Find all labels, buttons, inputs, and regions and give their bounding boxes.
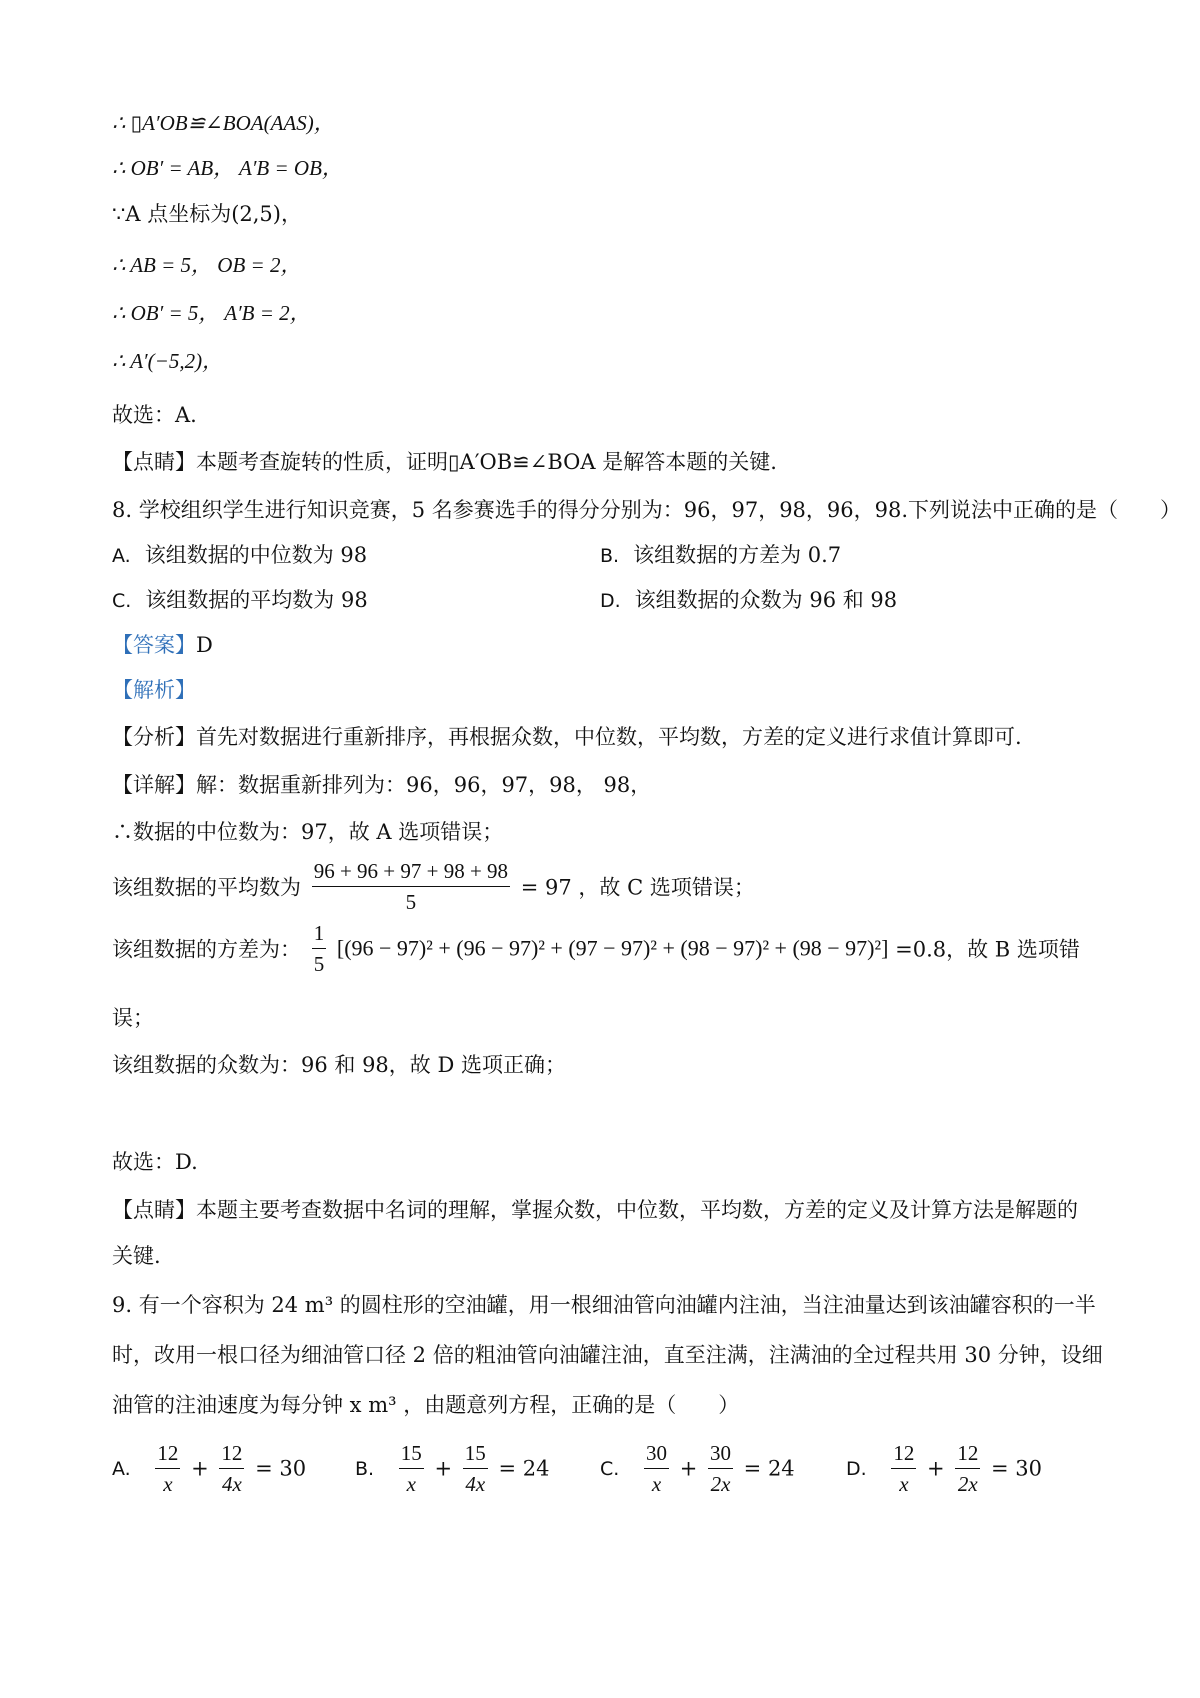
mean-prefix: 该组数据的平均数为 [112, 875, 301, 900]
q8-option-d [600, 585, 897, 616]
q9-line-2: 时，改用一根口径为细油管口径 2 倍的粗油管向油罐注油，直至注满，注满油的全过程共用 30 分钟，设细 [112, 1343, 1103, 1367]
rhs: = 30 [991, 1456, 1043, 1481]
fraction-2 [955, 1440, 980, 1497]
denominator: x [406, 1472, 416, 1496]
denominator: 2x [957, 1472, 978, 1496]
rhs: = 24 [498, 1456, 550, 1481]
plus-sign: + [191, 1456, 209, 1481]
variance-result: =0.8，故 B 选项错 [895, 937, 1080, 962]
plus-sign: + [927, 1456, 945, 1481]
q7-remark: 【点睛】本题考查旋转的性质，证明▯A′OB≌∠BOA 是解答本题的关键. [112, 450, 777, 474]
rhs: = 24 [743, 1456, 795, 1481]
q8-variance-cont: 误； [112, 1006, 154, 1030]
denominator: 4x [221, 1472, 242, 1496]
q9-option-d [846, 1440, 1042, 1497]
q8-option-a [112, 540, 367, 571]
mean-fraction [312, 858, 510, 915]
q8-option-c [112, 585, 368, 616]
denominator: x [899, 1472, 909, 1496]
proof-line-5: ∴ OB′ = 5， A′B = 2， [112, 301, 311, 325]
q9-line-1: 9. 有一个容积为 24 m³ 的圆柱形的空油罐，用一根细油管向油罐内注油，当注油量达到该油罐容积的一半 [112, 1293, 1096, 1317]
mean-numerator: 96 + 96 + 97 + 98 + 98 [312, 858, 510, 887]
q8-analysis: 【分析】首先对数据进行重新排序，再根据众数，中位数，平均数，方差的定义进行求值计算即可. [112, 725, 1022, 749]
variance-prefix: 该组数据的方差为： [112, 937, 301, 962]
numerator: 12 [891, 1440, 916, 1469]
proof-line-3: ∵A 点坐标为(2,5)， [112, 202, 302, 226]
numerator: 30 [708, 1440, 733, 1469]
option-label: A. [112, 545, 131, 567]
option-label: C. [600, 1457, 620, 1480]
denominator: x [651, 1472, 662, 1496]
variance-fraction [312, 920, 327, 977]
option-text: 该组数据的方差为 0.7 [633, 543, 842, 567]
q8-option-b [600, 540, 841, 571]
option-label: C. [112, 590, 132, 612]
q8-analysis-tag: 【解析】 [112, 678, 196, 702]
proof-line-1: ∴ ▯A′OB≌∠BOA(AAS)， [112, 111, 335, 135]
option-label: B. [355, 1457, 375, 1480]
option-text: 该组数据的众数为 96 和 98 [634, 588, 898, 612]
q8-detail: 【详解】解：数据重新排列为：96，96，97，98， 98， [112, 773, 652, 797]
q7-choice: 故选：A. [112, 403, 197, 427]
q8-mean-line [112, 858, 755, 915]
denominator: 4x [465, 1472, 486, 1496]
proof-line-2: ∴ OB′ = AB， A′B = OB， [112, 156, 343, 180]
proof-line-6: ∴ A′(−5,2)， [112, 349, 224, 373]
q8-remark-1: 【点睛】本题主要考查数据中名词的理解，掌握众数，中位数，平均数，方差的定义及计算方法是解题的 [112, 1198, 1078, 1222]
q9-option-c [600, 1440, 795, 1497]
q9-line-3: 油管的注油速度为每分钟 x m³ ，由题意列方程，正确的是（ ） [112, 1393, 740, 1417]
numerator: 12 [155, 1440, 180, 1469]
variance-denominator: 5 [313, 952, 325, 976]
q8-remark-2: 关键. [112, 1244, 161, 1268]
q8-choice: 故选：D. [112, 1150, 198, 1174]
option-label: B. [600, 545, 620, 567]
fraction-1 [155, 1440, 180, 1497]
answer-value: D [196, 633, 213, 657]
numerator: 30 [644, 1440, 669, 1469]
option-text: 该组数据的平均数为 98 [145, 588, 368, 612]
option-label: D. [846, 1457, 867, 1480]
plus-sign: + [434, 1456, 453, 1481]
numerator: 12 [219, 1440, 244, 1469]
rhs: = 30 [255, 1456, 307, 1481]
option-label: D. [600, 590, 621, 612]
variance-numerator: 1 [312, 920, 327, 949]
mean-result: = 97 ，故 C 选项错误； [520, 875, 755, 900]
option-text: 该组数据的中位数为 98 [144, 543, 368, 567]
fraction-2 [219, 1440, 244, 1497]
plus-sign: + [679, 1456, 698, 1481]
fraction-1 [644, 1440, 669, 1497]
q9-option-a [112, 1440, 306, 1497]
denominator: 2x [710, 1472, 731, 1496]
denominator: x [163, 1472, 173, 1496]
proof-line-4: ∴ AB = 5， OB = 2， [112, 253, 302, 277]
fraction-1 [891, 1440, 916, 1497]
q8-mode-line: 该组数据的众数为：96 和 98，故 D 选项正确； [112, 1053, 566, 1077]
q8-variance-line [112, 920, 1080, 977]
variance-expression: [(96 − 97)² + (96 − 97)² + (97 − 97)² + (98 − 97)² + (98 − 97)²] [336, 935, 889, 961]
fraction-2 [708, 1440, 733, 1497]
option-label: A. [112, 1457, 131, 1480]
fraction-1 [399, 1440, 424, 1497]
numerator: 15 [463, 1440, 488, 1469]
mean-denominator: 5 [405, 890, 417, 914]
numerator: 15 [399, 1440, 424, 1469]
answer-tag: 【答案】 [112, 633, 196, 657]
numerator: 12 [955, 1440, 980, 1469]
q8-answer [112, 630, 213, 660]
q9-option-b [355, 1440, 549, 1497]
q8-stem: 8. 学校组织学生进行知识竞赛，5 名参赛选手的得分分别为：96，97，98，96，98.下列说法中正确的是（ ） [112, 498, 1182, 522]
fraction-2 [463, 1440, 488, 1497]
q8-median-line: ∴数据的中位数为：97，故 A 选项错误； [112, 820, 504, 844]
